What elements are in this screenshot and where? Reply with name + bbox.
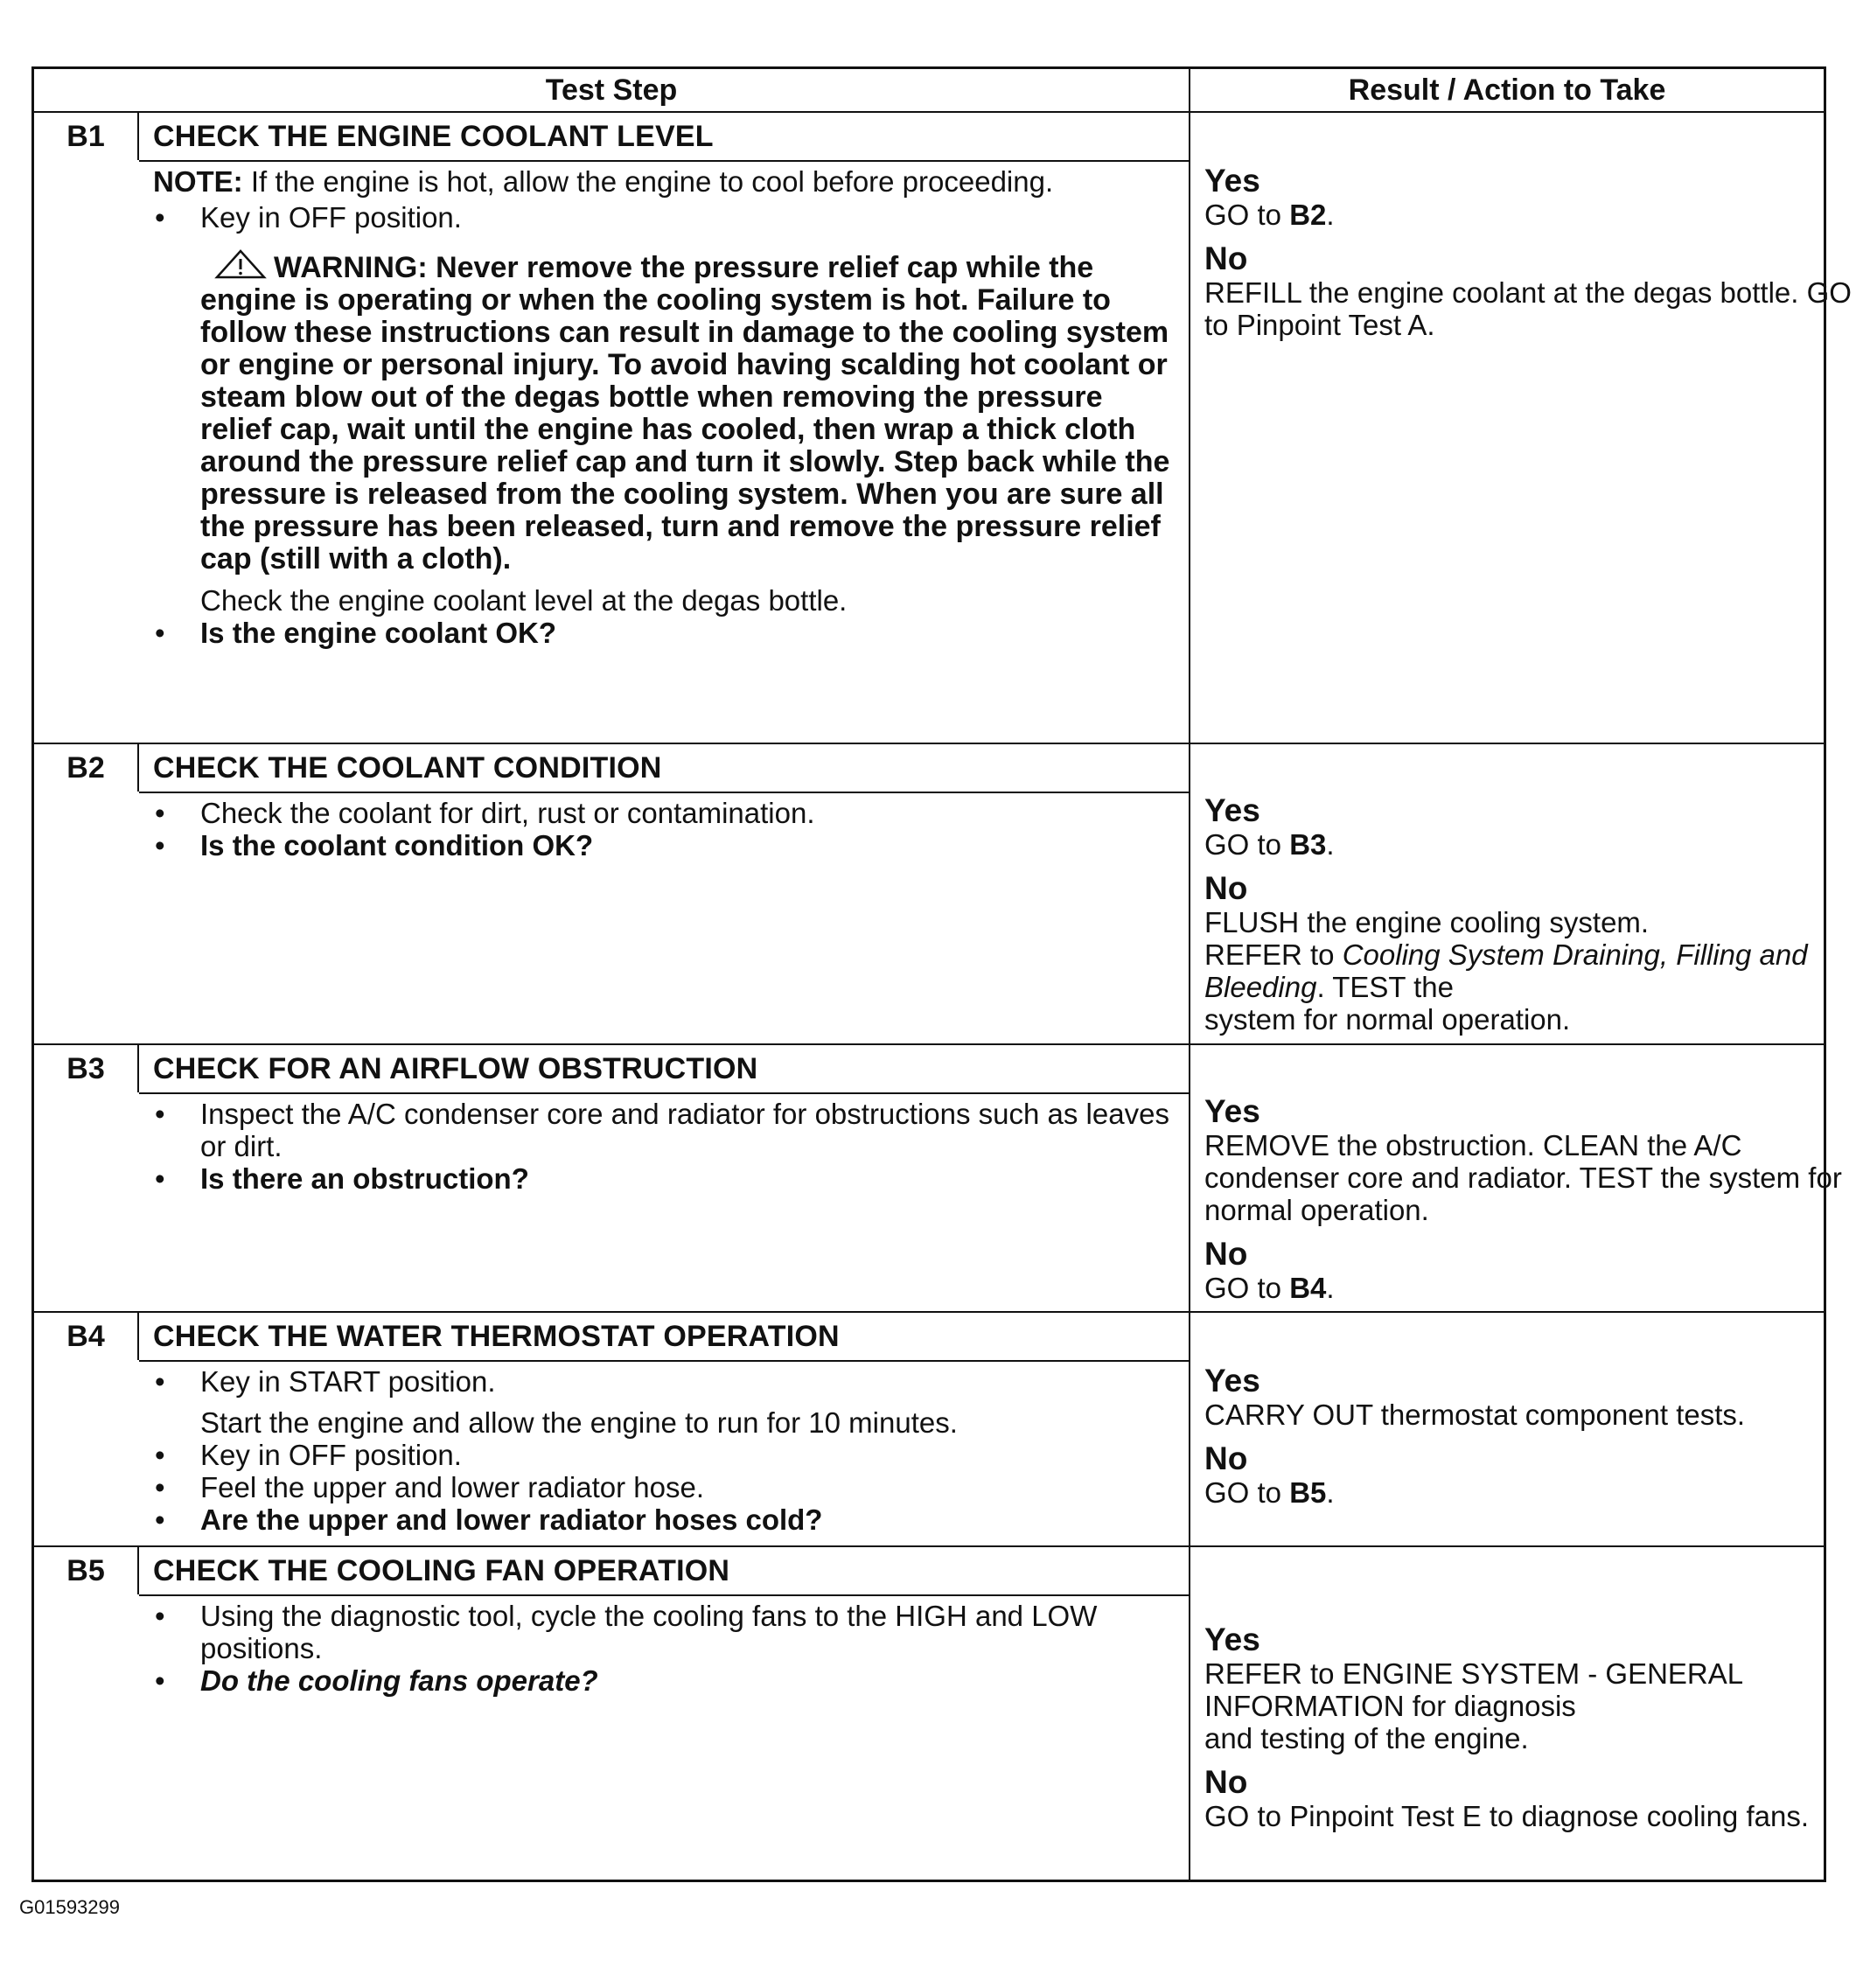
bullet-icon: • — [155, 1365, 165, 1398]
bullet-icon: • — [155, 829, 165, 861]
no-label: No — [1204, 241, 1248, 276]
step-title-b2: CHECK THE COOLANT CONDITION — [153, 751, 662, 785]
step-ref: B2 — [1289, 199, 1327, 231]
question-text: Is the engine coolant OK? — [200, 617, 557, 649]
yes-label: Yes — [1204, 1622, 1260, 1657]
header-result: Result / Action to Take — [1348, 73, 1666, 107]
step-id-divider — [137, 744, 139, 792]
warning-triangle-icon — [214, 249, 267, 279]
punct: . — [1326, 1476, 1335, 1509]
list-item — [153, 797, 1176, 829]
yes-label: Yes — [1204, 1093, 1260, 1129]
step-ref: B4 — [1289, 1272, 1327, 1304]
bullet-icon: • — [155, 1098, 165, 1130]
result-b2 — [1204, 793, 1852, 1036]
procedure-ref: Cooling System Draining, Filling and Bleeding — [1204, 938, 1808, 1003]
result-b3 — [1204, 1094, 1852, 1304]
list-item — [153, 1439, 1176, 1471]
title-rule — [139, 1360, 1189, 1362]
figure-id: G01593299 — [19, 1896, 120, 1918]
yes-label: Yes — [1204, 1363, 1260, 1399]
step-id-b2: B2 — [66, 751, 105, 785]
bullet-icon: • — [155, 1600, 165, 1632]
bullet-text: Key in START position. — [200, 1365, 496, 1398]
list-item — [153, 1365, 1176, 1398]
bullet-text: Key in OFF position. — [200, 1439, 462, 1471]
bullet-icon: • — [155, 201, 165, 234]
question-text: Is the coolant condition OK? — [200, 829, 594, 861]
bullet-icon: • — [155, 1471, 165, 1503]
header-test-step: Test Step — [545, 73, 678, 107]
no-action — [1204, 1476, 1852, 1509]
no-action-text: system for normal operation. — [1204, 1003, 1571, 1036]
no-label: No — [1204, 870, 1248, 906]
diagnostic-table — [31, 66, 1852, 1882]
bullet-icon: • — [155, 617, 165, 649]
step-ref: B3 — [1289, 828, 1327, 861]
bullet-text: Check the coolant for dirt, rust or contamination. — [200, 797, 815, 829]
bullet-text: Key in OFF position. — [200, 201, 462, 234]
list-item — [153, 829, 1176, 861]
note-text: If the engine is hot, allow the engine to cool before proceeding. — [242, 165, 1054, 198]
step-body-b4 — [153, 1365, 1176, 1536]
step-body-b5 — [153, 1600, 1176, 1697]
step-id-b5: B5 — [66, 1554, 105, 1587]
warning-text: WARNING: Never remove the pressure relief cap while the engine is operating or when the cooling system is hot. Failure to follow these instructions can result in damage to the cooling system or engine or personal injury. To avoid having scalding hot coolant or steam blow out of the degas bottle when removing the pressure relief cap, wait until the engine has cooled, then wrap a thick cloth around the pressure relief cap and turn it slowly. Step back while the pressure is released from the cooling system. When you are sure all the pressure has been released, turn and remove the pressure relief cap (still with a cloth). — [200, 251, 1170, 575]
step-id-b3: B3 — [66, 1052, 105, 1085]
no-action-text: REFER to — [1204, 938, 1343, 971]
instruction-text: Check the engine coolant level at the degas bottle. — [200, 584, 848, 617]
no-action-text: GO to — [1204, 1272, 1290, 1304]
yes-action-text: GO to — [1204, 828, 1290, 861]
result-b4 — [1204, 1364, 1852, 1509]
yes-label: Yes — [1204, 163, 1260, 199]
column-divider — [1189, 69, 1190, 1880]
note — [153, 165, 1176, 198]
bullet-text: Using the diagnostic tool, cycle the cooling fans to the HIGH and LOW positions. — [200, 1600, 1098, 1664]
question-text: Are the upper and lower radiator hoses cold? — [200, 1503, 823, 1536]
punct: . — [1326, 199, 1335, 231]
yes-action: REFER to ENGINE SYSTEM - GENERAL INFORMATION for diagnosis and testing of the engine. — [1204, 1657, 1742, 1754]
title-rule — [139, 160, 1189, 162]
title-rule — [139, 1092, 1189, 1094]
bullet-icon: • — [155, 1664, 165, 1697]
title-rule — [139, 792, 1189, 793]
no-action-text: FLUSH the engine cooling system. — [1204, 906, 1650, 938]
list-item — [153, 1503, 1176, 1536]
list-item — [153, 617, 1176, 649]
instruction-text: Start the engine and allow the engine to run for 10 minutes. — [200, 1406, 958, 1439]
no-action — [1204, 1272, 1852, 1304]
yes-label: Yes — [1204, 792, 1260, 828]
title-rule — [139, 1594, 1189, 1596]
step-id-divider — [137, 113, 139, 160]
step-id-divider — [137, 1045, 139, 1092]
list-item — [153, 1600, 1176, 1664]
bullet-icon: • — [155, 1503, 165, 1536]
no-label: No — [1204, 1764, 1248, 1800]
step-title-b1: CHECK THE ENGINE COOLANT LEVEL — [153, 120, 714, 153]
yes-action — [1204, 828, 1852, 861]
step-id-divider — [137, 1547, 139, 1594]
list-item — [153, 201, 1176, 234]
step-body-b1 — [153, 165, 1176, 649]
question-text: Is there an obstruction? — [200, 1162, 529, 1195]
bullet-text: Feel the upper and lower radiator hose. — [200, 1471, 705, 1503]
step-id-b4: B4 — [66, 1320, 105, 1353]
step-title-b5: CHECK THE COOLING FAN OPERATION — [153, 1554, 730, 1587]
list-item — [153, 1162, 1176, 1195]
yes-action — [1204, 199, 1852, 231]
yes-action-text: GO to — [1204, 199, 1290, 231]
no-action — [1204, 906, 1852, 1036]
warning-block — [153, 249, 1176, 575]
punct: . — [1326, 1272, 1335, 1304]
bullet-icon: • — [155, 797, 165, 829]
step-id-b1: B1 — [66, 120, 105, 153]
bullet-text: Inspect the A/C condenser core and radiator for obstructions such as leaves or dirt. — [200, 1098, 1169, 1162]
step-title-b3: CHECK FOR AN AIRFLOW OBSTRUCTION — [153, 1052, 758, 1085]
step-body-b2 — [153, 797, 1176, 861]
step-body-b3 — [153, 1098, 1176, 1195]
question-text: Do the cooling fans operate? — [200, 1664, 598, 1697]
punct: . — [1326, 828, 1335, 861]
yes-action: CARRY OUT thermostat component tests. — [1204, 1399, 1746, 1431]
no-action-text: . TEST the — [1316, 971, 1454, 1003]
yes-action: REMOVE the obstruction. CLEAN the A/C condenser core and radiator. TEST the system for normal operation. — [1204, 1129, 1842, 1226]
bullet-icon: • — [155, 1162, 165, 1195]
result-b5 — [1204, 1622, 1852, 1832]
list-item — [153, 1664, 1176, 1697]
no-action: GO to Pinpoint Test E to diagnose cooling fans. — [1204, 1800, 1809, 1832]
no-action-text: GO to — [1204, 1476, 1290, 1509]
no-label: No — [1204, 1440, 1248, 1476]
step-ref: B5 — [1289, 1476, 1327, 1509]
step-title-b4: CHECK THE WATER THERMOSTAT OPERATION — [153, 1320, 840, 1353]
no-label: No — [1204, 1236, 1248, 1272]
list-item — [153, 1471, 1176, 1503]
list-item — [153, 1098, 1176, 1162]
note-label: NOTE: — [153, 165, 243, 198]
bullet-icon: • — [155, 1439, 165, 1471]
step-id-divider — [137, 1313, 139, 1360]
result-b1 — [1204, 164, 1852, 341]
no-action: REFILL the engine coolant at the degas bottle. GO to Pinpoint Test A. — [1204, 276, 1852, 341]
